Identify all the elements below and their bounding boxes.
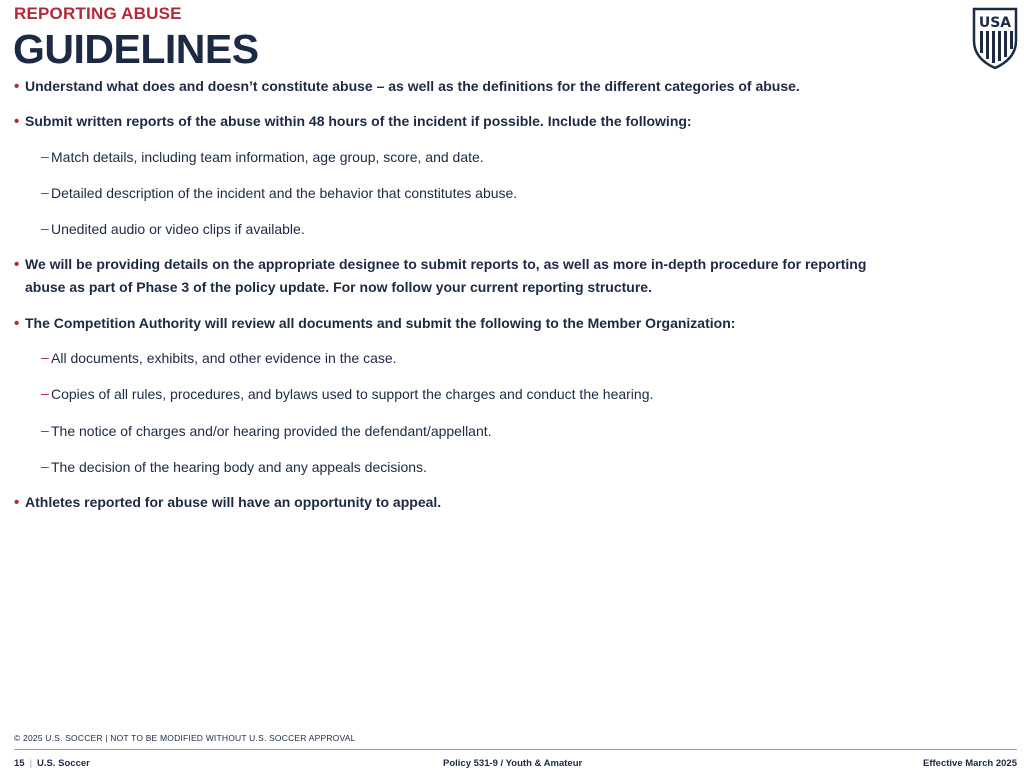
bullet-dot: • <box>14 256 20 273</box>
page-number: 15 <box>14 758 25 769</box>
bullet-dot: • <box>14 113 20 130</box>
org-name: U.S. Soccer <box>37 758 90 769</box>
effective-date: Effective March 2025 <box>923 758 1017 769</box>
sub-item: – All documents, exhibits, and other evidence in the case. <box>41 349 397 366</box>
sub-item: – Unedited audio or video clips if available. <box>41 220 305 237</box>
sub-item: – Copies of all rules, procedures, and bylaws used to support the charges and conduct the hearing. <box>41 385 654 402</box>
crest-text: USA <box>978 15 1012 31</box>
list-item: • The Competition Authority will review all documents and submit the following to the Member Organization: <box>14 312 735 335</box>
sub-item: – Match details, including team information, age group, score, and date. <box>41 148 484 165</box>
bullet-dot: • <box>14 78 20 95</box>
footer-page-info: 15 | U.S. Soccer <box>14 758 90 769</box>
bullet-dot: • <box>14 494 20 511</box>
list-item: • Understand what does and doesn’t constitute abuse – as well as the definitions for the different categories of abuse. <box>14 75 800 98</box>
sub-item: – The decision of the hearing body and any appeals decisions. <box>41 458 427 475</box>
sub-item: – The notice of charges and/or hearing provided the defendant/appellant. <box>41 422 492 439</box>
list-item: • We will be providing details on the appropriate designee to submit reports to, as well as more in-depth procedure for reporting abuse as part of Phase 3 of the policy update. For now follow your current reporting structure. <box>14 253 866 299</box>
list-item: • Athletes reported for abuse will have an opportunity to appeal. <box>14 491 441 514</box>
bullet-dot: • <box>14 315 20 332</box>
footer-divider <box>14 749 1017 750</box>
policy-label: Policy 531-9 / Youth & Amateur <box>443 758 583 769</box>
sub-item: – Detailed description of the incident and the behavior that constitutes abuse. <box>41 184 518 201</box>
usa-soccer-crest-icon <box>972 7 1018 69</box>
legal-notice: © 2025 U.S. SOCCER | NOT TO BE MODIFIED WITHOUT U.S. SOCCER APPROVAL <box>14 733 356 743</box>
page-title: GUIDELINES <box>13 26 259 72</box>
kicker: REPORTING ABUSE <box>14 4 182 23</box>
list-item: • Submit written reports of the abuse within 48 hours of the incident if possible. Include the following: <box>14 110 692 133</box>
